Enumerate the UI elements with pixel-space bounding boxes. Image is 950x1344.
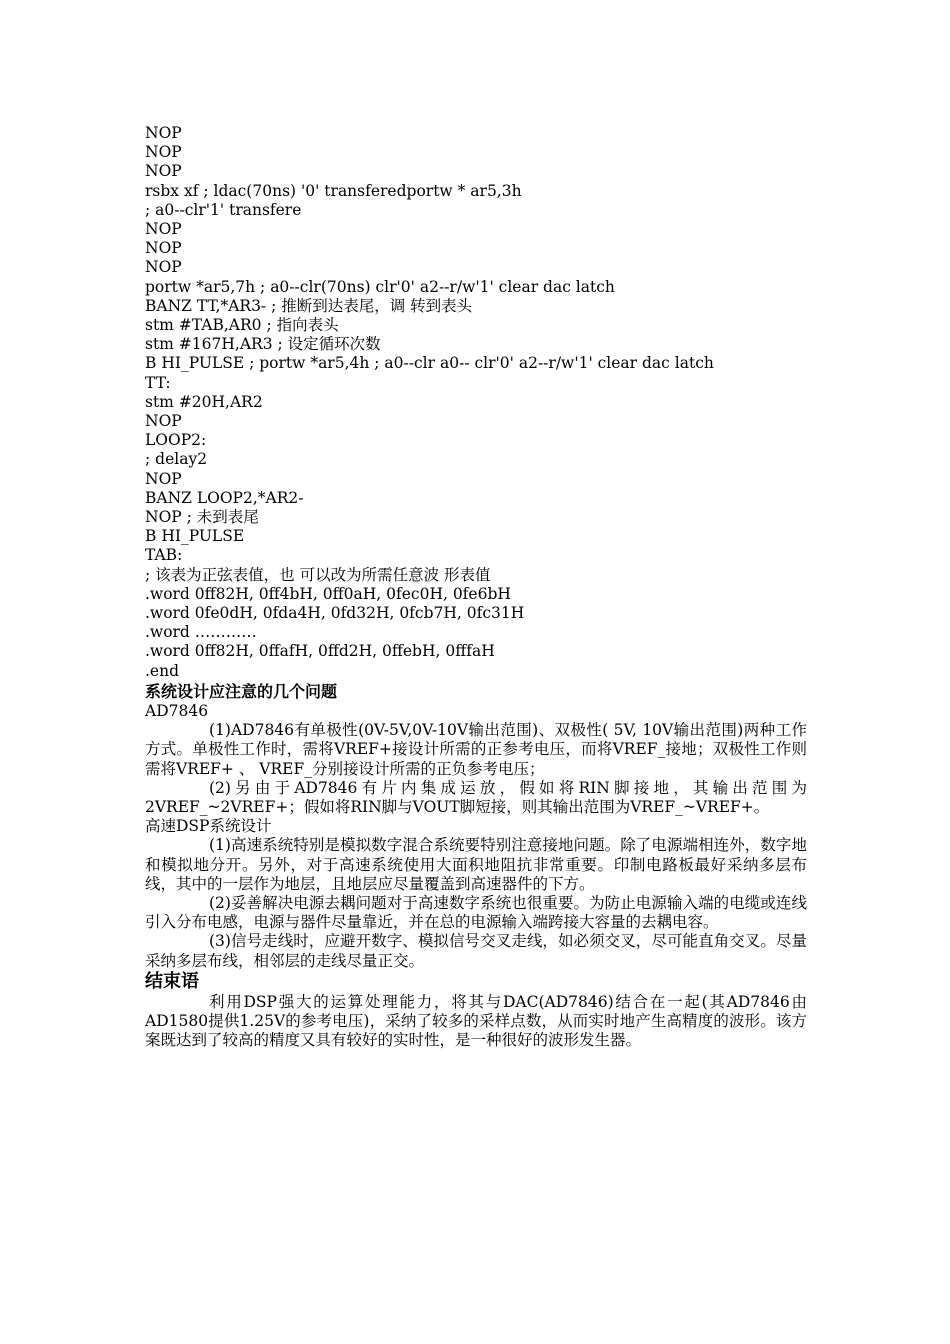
code-line: NOP [145, 143, 182, 162]
code-line: .word 0ff82H, 0ff4bH, 0ff0aH, 0fec0H, 0fe6bH [145, 584, 511, 603]
code-line: NOP [145, 162, 182, 181]
code-line: stm #167H,AR3 ; 设定循环次数 [145, 335, 381, 354]
code-line: NOP [145, 412, 182, 431]
code-line: NOP [145, 220, 182, 239]
paragraph-dsp-decoupling: (2)妥善解决电源去耦问题对于高速数字系统也很重要。为防止电源输入端的电缆或连线引入分布电感，电源与器件尽量靠近，并在总的电源输入端跨接大容量的去耦电容。 [145, 893, 807, 932]
code-line: NOP [145, 258, 182, 277]
code-line: NOP ; 未到表尾 [145, 508, 259, 527]
code-line: NOP [145, 469, 182, 488]
paragraph-dsp-grounding: (1)高速系统特别是模拟数字混合系统要特别注意接地问题。除了电源端相连外，数字地和模拟地分开。另外，对于高速系统使用大面积地阻抗非常重要。印制电路板最好采纳多层布线，其中的一层作为地层，且地层应尽量覆盖到高速器件的下方。 [145, 836, 807, 893]
code-line: portw *ar5,7h ; a0--clr(70ns) clr'0' a2--r/w'1' clear dac latch [145, 277, 615, 296]
subsection-title-dsp: 高速DSP系统设计 [145, 817, 272, 836]
code-line: ; 该表为正弦表值，也 可以改为所需任意波 形表值 [145, 565, 491, 584]
code-line: stm #20H,AR2 [145, 392, 263, 411]
code-line: NOP [145, 239, 182, 258]
code-line: TT: [145, 373, 171, 392]
paragraph-ad7846-rin: (2)另由于AD7846有片内集成运放，假如将RIN脚接地，其输出范围为2VREF_~2VREF+；假如将RIN脚与VOUT脚短接，则其输出范围为VREF_~VREF+。 [145, 778, 807, 816]
code-line: rsbx xf ; ldac(70ns) '0' transferedportw * ar5,3h [145, 181, 522, 200]
paragraph-ad7846-modes: (1)AD7846有单极性(0V-5V,0V-10V输出范围)、双极性( 5V, 10V输出范围)两种工作方式。单极性工作时，需将VREF+接设计所需的正参考电压，而将VREF_接地；双极性工作则需将VREF+ 、 VREF_分别接设计所需的正负参考电压； [145, 721, 807, 778]
code-line: .word 0ff82H, 0ffafH, 0ffd2H, 0ffebH, 0fffaH [145, 642, 495, 661]
assembly-code-listing [145, 124, 807, 681]
code-line: LOOP2: [145, 431, 207, 450]
code-line: .word ………… [145, 623, 257, 642]
section-heading-conclusion: 结束语 [145, 970, 199, 992]
code-line: NOP [145, 124, 182, 142]
code-line: ; delay2 [145, 450, 208, 469]
code-line: TAB: [145, 546, 183, 565]
code-line: BANZ TT,*AR3- ; 推断到达表尾，调 转到表头 [145, 296, 473, 315]
document-page [145, 124, 807, 1050]
code-line: .word 0fe0dH, 0fda4H, 0fd32H, 0fcb7H, 0fc31H [145, 604, 525, 623]
paragraph-dsp-routing: (3)信号走线时，应避开数字、模拟信号交叉走线，如必须交叉，尽可能直角交叉。尽量采纳多层布线，相邻层的走线尽量正交。 [145, 932, 807, 970]
section-heading-design-notes: 系统设计应注意的几个问题 [145, 681, 338, 701]
code-line: ; a0--clr'1' transfere [145, 200, 302, 219]
paragraph-conclusion: 利用DSP强大的运算处理能力，将其与DAC(AD7846)结合在一起(其AD7846由AD1580提供1.25V的参考电压)，采纳了较多的采样点数，从而实时地产生高精度的波形。该方案既达到了较高的精度又具有较好的实时性，是一种很好的波形发生器。 [145, 992, 807, 1050]
code-line: BANZ LOOP2,*AR2- [145, 488, 304, 507]
subsection-title-ad7846: AD7846 [145, 701, 209, 720]
code-line: .end [145, 661, 180, 680]
code-line: B HI_PULSE [145, 527, 245, 546]
code-line: stm #TAB,AR0 ; 指向表头 [145, 316, 339, 335]
code-line: B HI_PULSE ; portw *ar5,4h ; a0--clr a0-- clr'0' a2--r/w'1' clear dac latch [145, 354, 714, 373]
